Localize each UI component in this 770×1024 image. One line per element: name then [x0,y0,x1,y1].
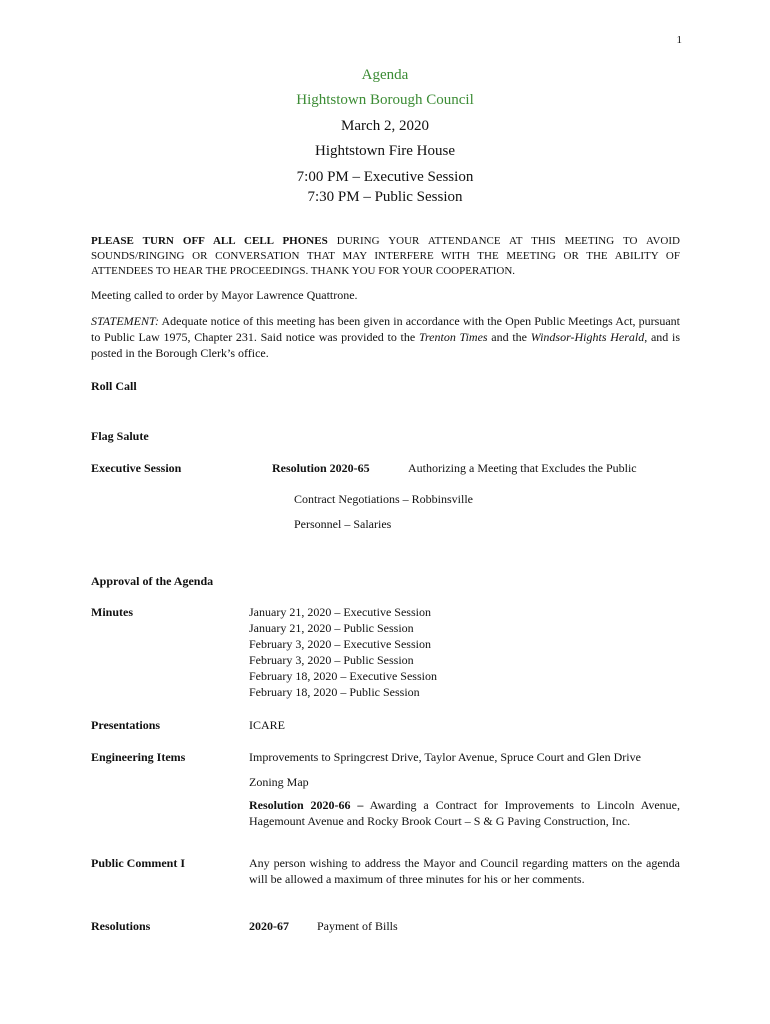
engineering-item-zoning: Zoning Map [249,775,309,789]
minutes-item: February 3, 2020 – Public Session [249,653,414,667]
engineering-item-improvements: Improvements to Springcrest Drive, Taylor Avenue, Spruce Court and Glen Drive [249,750,641,764]
council-name: Hightstown Borough Council [296,92,474,108]
approval-heading: Approval of the Agenda [91,574,214,588]
minutes-item: February 18, 2020 – Executive Session [249,669,437,683]
public-session-time: 7:30 PM – Public Session [307,189,463,205]
minutes-item: January 21, 2020 – Public Session [249,621,414,635]
resolution-2020-66 [249,797,680,829]
resolution-2020-66-label: Resolution 2020-66 – [249,798,364,812]
public-comment-text: Any person wishing to address the Mayor and Council regarding matters on the agenda will be allowed a maximum of three minutes for his or her comments. [249,856,680,886]
public-comment-heading: Public Comment I [91,856,185,870]
resolution-2020-65: Resolution 2020-65 [272,461,370,475]
presentations-heading: Presentations [91,718,161,732]
notice-emphasis: PLEASE TURN OFF ALL CELL PHONES [91,235,328,247]
flag-salute-heading: Flag Salute [91,429,149,443]
page-number: 1 [676,34,682,46]
resolution-2020-65-description: Authorizing a Meeting that Excludes the Public [408,461,637,475]
agenda-title: Agenda [361,67,409,83]
resolution-2020-66-text: Awarding a Contract for Improvements to Lincoln Avenue, Hagemount Avenue and Rocky Brook Court – S & G Paving Construction, Inc. [249,798,681,828]
called-to-order: Meeting called to order by Mayor Lawrence Quattrone. [91,288,358,302]
minutes-list [249,604,437,700]
executive-item-contract: Contract Negotiations – Robbinsville [294,492,473,506]
statement-paragraph [91,313,680,361]
meeting-date: March 2, 2020 [341,118,429,134]
statement-text: Adequate notice of this meeting has been given in accordance with the Open Public Meetings Act, pursuant to Public Law 1975, Chapter 231. Said notice was provided to the [91,314,680,344]
roll-call-heading: Roll Call [91,379,137,393]
statement-end: , and is posted in the Borough Clerk’s office. [91,330,681,360]
executive-session-heading: Executive Session [91,461,182,475]
minutes-item: February 3, 2020 – Executive Session [249,637,431,651]
executive-session-time: 7:00 PM – Executive Session [296,169,474,185]
statement-label: STATEMENT: [91,314,160,328]
presentations-value: ICARE [249,718,285,732]
resolution-2020-67-number: 2020-67 [249,919,289,933]
resolutions-heading: Resolutions [91,919,151,933]
meeting-location: Hightstown Fire House [315,143,455,159]
notice-text: DURING YOUR ATTENDANCE AT THIS MEETING TO AVOID SOUNDS/RINGING OR CONVERSATION THAT MAY INTERFERE WITH THE MEETING OR THE ABILITY OF ATTENDEES TO HEAR THE PROCEEDINGS. THANK YOU FOR YOUR COOPERATION. [91,235,680,277]
minutes-heading: Minutes [91,605,133,619]
minutes-item: February 18, 2020 – Public Session [249,685,420,699]
statement-and: and the [487,330,531,344]
newspaper-trenton: Trenton Times [418,330,488,344]
executive-item-personnel: Personnel – Salaries [294,517,392,531]
newspaper-windsor: Windsor-Hights Herald [530,330,645,344]
resolution-2020-67-text: Payment of Bills [317,919,398,933]
engineering-heading: Engineering Items [91,750,186,764]
minutes-item: January 21, 2020 – Executive Session [249,605,431,619]
cell-phone-notice [91,234,680,279]
